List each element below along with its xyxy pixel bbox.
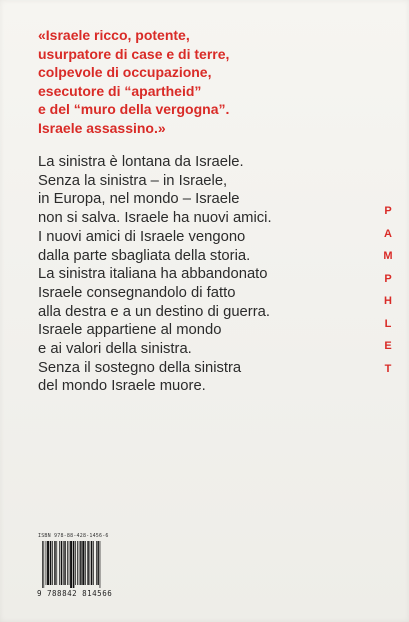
blurb-line: e ai valori della sinistra. xyxy=(38,341,192,358)
barcode-bar xyxy=(47,541,49,585)
barcode-bar xyxy=(93,541,94,585)
blurb-line: I nuovi amici di Israele vengono xyxy=(38,228,246,245)
series-letter: H xyxy=(384,295,392,307)
series-letter: T xyxy=(384,362,392,375)
blurb-line: Israele appartiene al mondo xyxy=(38,322,222,339)
barcode-digits: 9 788842 814566 xyxy=(37,589,113,598)
quote-line: colpevole di occupazione, xyxy=(38,64,212,80)
series-letter: L xyxy=(384,317,392,330)
barcode-bar xyxy=(69,541,70,585)
barcode-bar xyxy=(87,541,88,585)
barcode-bar xyxy=(52,541,53,585)
barcode-bar xyxy=(56,541,57,585)
barcode-bar xyxy=(70,541,72,588)
barcode-bar xyxy=(46,541,47,585)
barcode-bar xyxy=(82,541,84,585)
barcode-bar xyxy=(54,541,55,585)
barcode-bar xyxy=(63,541,64,585)
blurb-line: in Europa, nel mondo – Israele xyxy=(38,191,240,208)
barcode-bars xyxy=(42,541,128,588)
quote-line: Israele assassino.» xyxy=(38,119,166,136)
quote-line: «Israele ricco, potente, xyxy=(38,27,190,43)
pull-quote xyxy=(38,26,368,137)
barcode-bar xyxy=(42,541,43,588)
barcode-bar xyxy=(67,541,68,585)
series-letter: P xyxy=(384,272,392,285)
blurb-line: La sinistra italiana ha abbandonato xyxy=(38,266,268,283)
series-letter: P xyxy=(384,205,392,217)
blurb-line: alla destra e a un destino di guerra. xyxy=(38,303,270,320)
barcode-bar xyxy=(79,541,80,585)
quote-line: usurpatore di case e di terre, xyxy=(38,45,230,62)
blurb-line: del mondo Israele muore. xyxy=(38,378,206,395)
isbn-text: ISBN 978-88-428-1456-6 xyxy=(38,533,109,539)
series-label-vertical xyxy=(378,200,398,380)
barcode-bar xyxy=(85,541,86,585)
blurb-line: non si salva. Israele ha nuovi amici. xyxy=(38,210,272,227)
barcode-bar xyxy=(64,541,65,585)
barcode-bar xyxy=(43,541,44,588)
series-letter: M xyxy=(383,250,393,262)
barcode-bar xyxy=(50,541,51,585)
barcode-bar xyxy=(59,541,60,585)
barcode-bar xyxy=(80,541,81,585)
blurb-text xyxy=(38,153,358,396)
barcode-bar xyxy=(90,541,91,585)
blurb-line: Senza la sinistra – in Israele, xyxy=(38,172,228,189)
quote-line: e del “muro della vergogna”. xyxy=(38,101,230,117)
blurb-line: Israele consegnandolo di fatto xyxy=(38,284,236,301)
barcode-bar xyxy=(97,541,98,585)
series-letter: E xyxy=(384,340,392,352)
series-letter: A xyxy=(384,227,392,240)
blurb-line: dalla parte sbagliata della storia. xyxy=(38,247,251,264)
barcode-bar xyxy=(73,541,74,588)
barcode-bar xyxy=(100,541,101,588)
barcode-bar xyxy=(61,541,62,585)
barcode-bar xyxy=(96,541,97,585)
blurb-line: La sinistra è lontana da Israele. xyxy=(38,154,244,170)
barcode xyxy=(37,533,130,600)
barcode-bar xyxy=(77,541,78,585)
blurb-line: Senza il sostegno della sinistra xyxy=(38,359,242,376)
barcode-bar xyxy=(91,541,92,585)
barcode-bar xyxy=(75,541,76,585)
quote-line: esecutore di “apartheid” xyxy=(38,82,202,99)
